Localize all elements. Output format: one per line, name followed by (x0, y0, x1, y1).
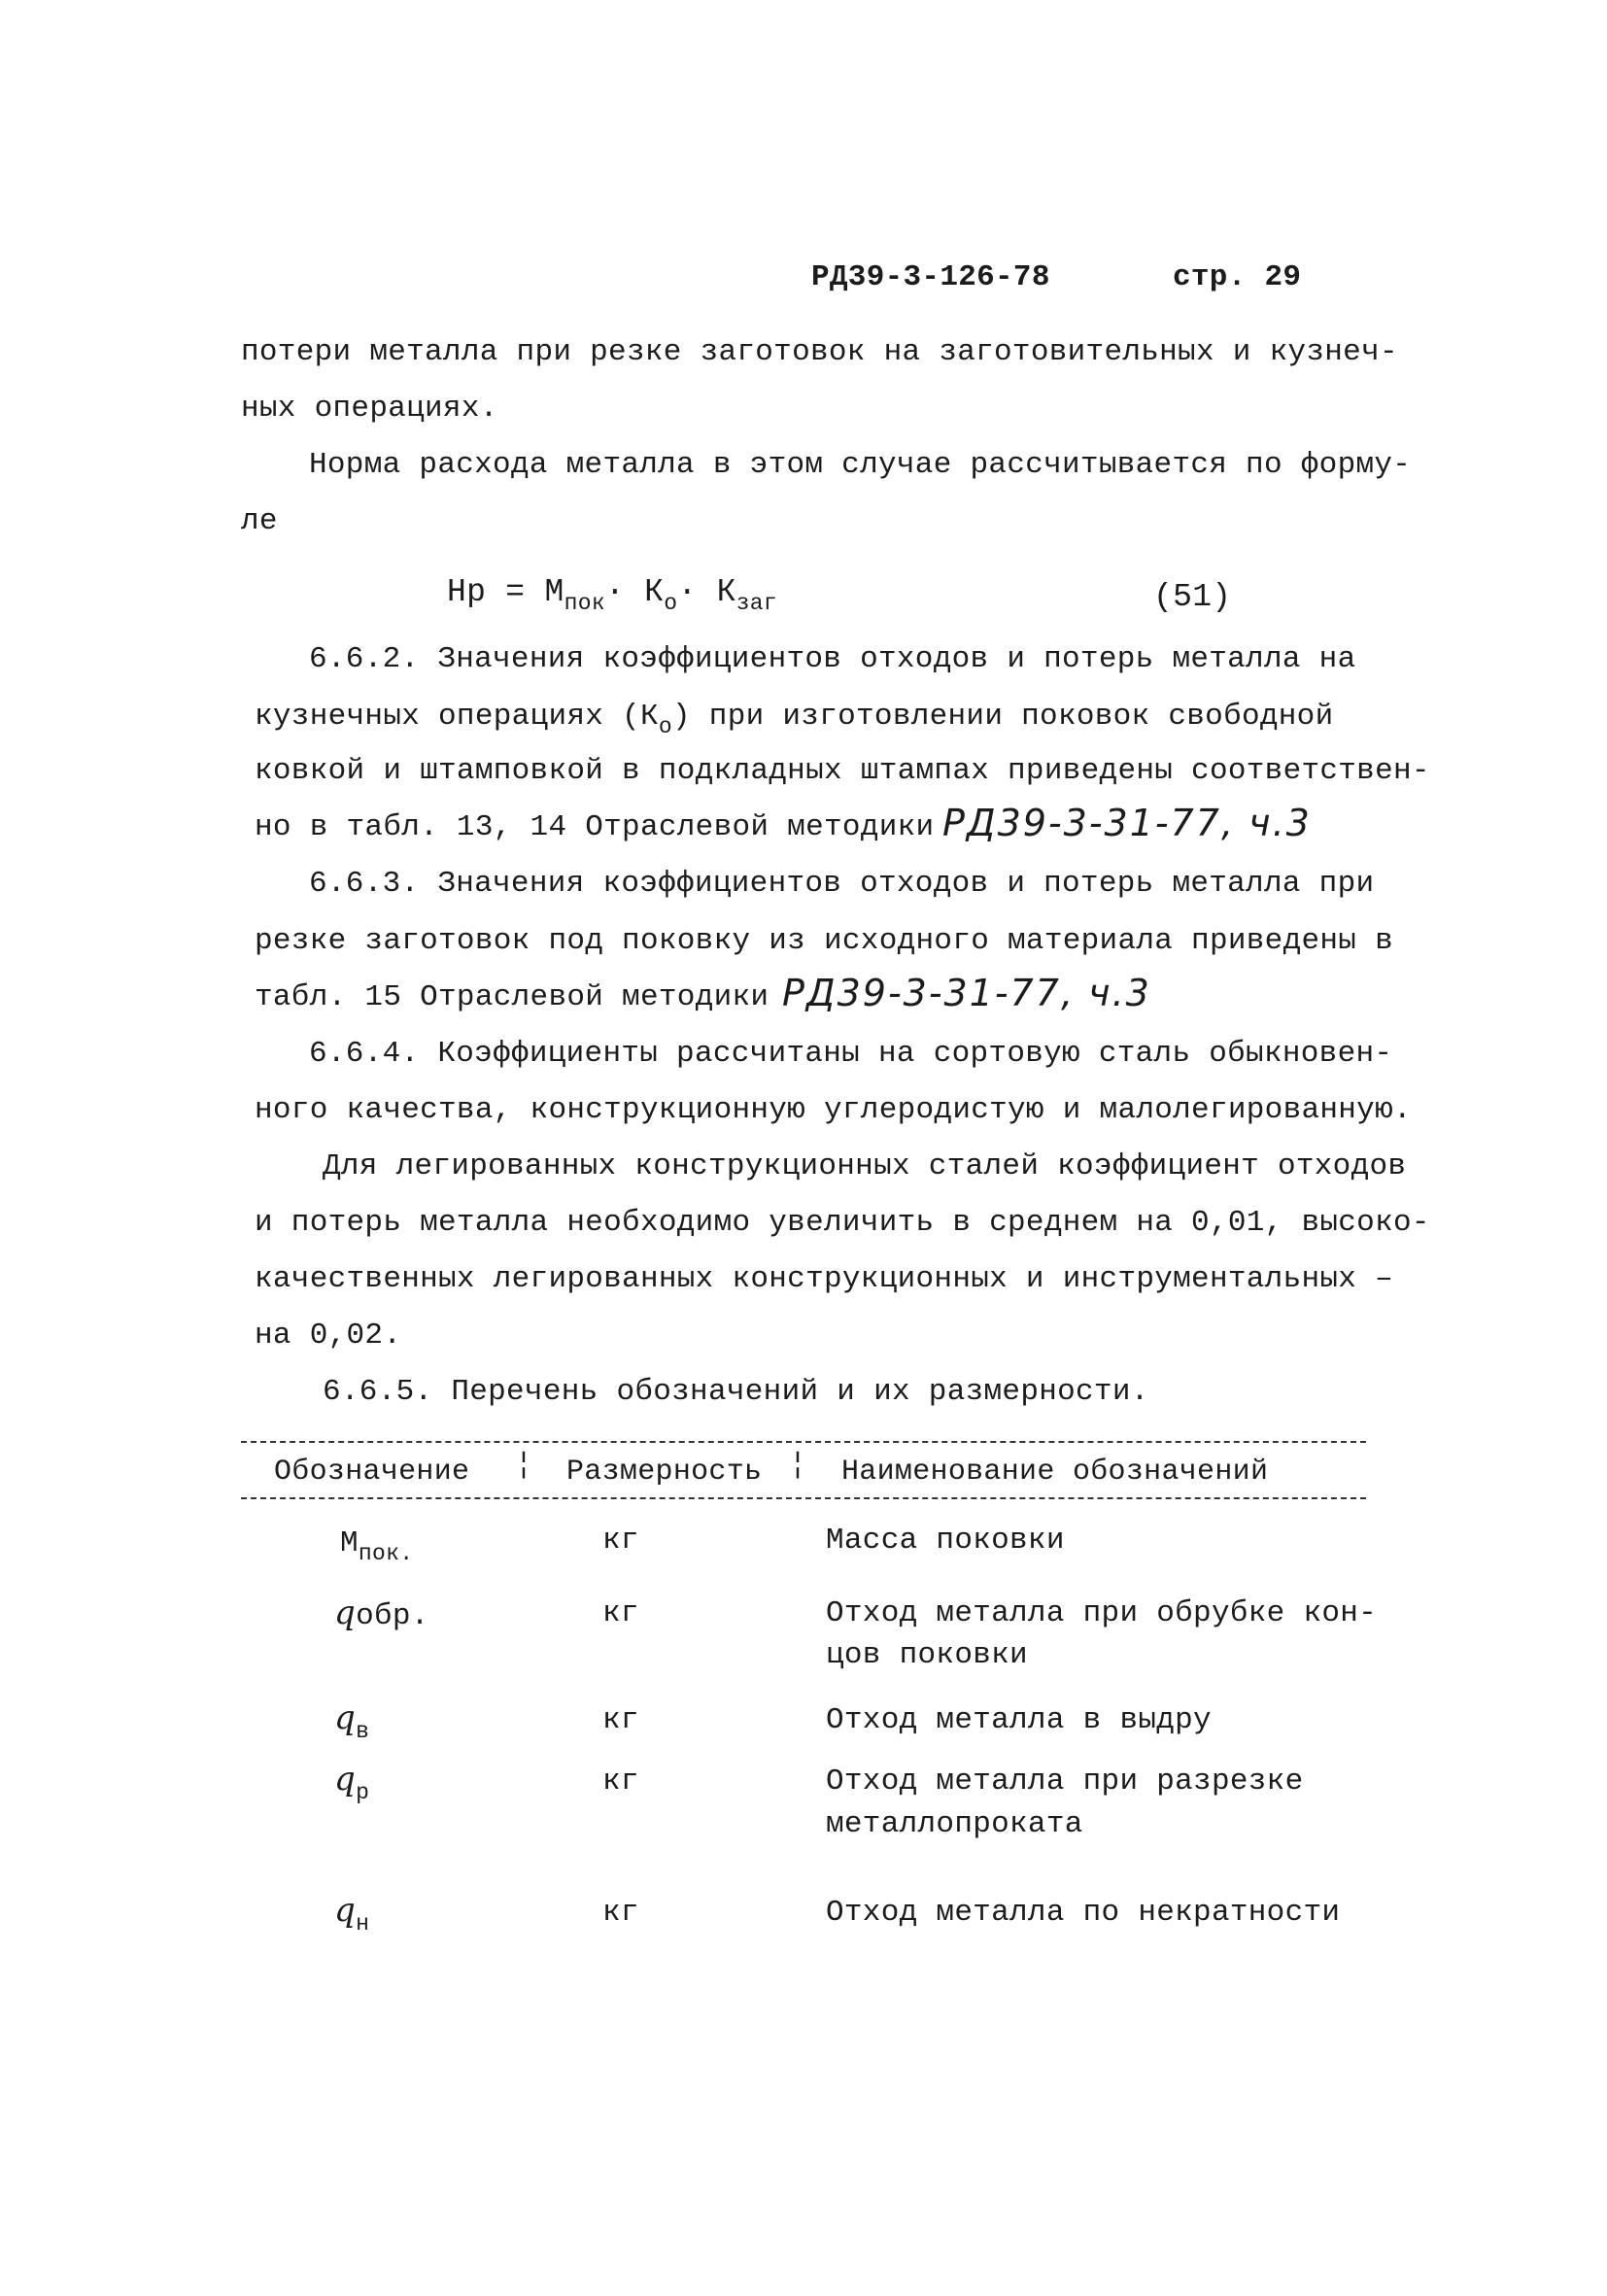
table-row-3-symbol: $q_в$ (334, 1698, 370, 1744)
table-row-4-symbol: $q_р$ (334, 1760, 370, 1805)
table-header-divider-2: ¦ (789, 1449, 807, 1482)
intro-line-1: потери металла при резке заготовок на заготовительных и кузнеч- (241, 335, 1398, 369)
p663-line-3: табл. 15 Отраслевой методики (255, 980, 769, 1014)
p663-line-2: резке заготовок под поковку из исходного материала приведены в (255, 924, 1393, 958)
norm-line-2: ле (241, 504, 278, 538)
alloy-line-4: на 0,02. (255, 1319, 402, 1353)
table-header-symbol: Обозначение (274, 1456, 470, 1489)
table-row-2-name-line-1: Отход металла при обрубке кон- (826, 1596, 1378, 1630)
p664-line-1: 6.6.4. Коэффициенты рассчитаны на сортовую сталь обыкновен- (309, 1037, 1393, 1071)
formula-number: (51) (1153, 579, 1232, 615)
table-row-2-name-line-2: цов поковки (826, 1638, 1028, 1672)
table-row-5-name: Отход металла по некратности (826, 1896, 1341, 1930)
p664-line-2: ного качества, конструкционную углеродистую и малолегированную. (255, 1093, 1412, 1127)
table-header-name: Наименование обозначений (841, 1456, 1269, 1489)
table-row-4-name-line-2: металлопроката (826, 1807, 1083, 1841)
p665-line-1: 6.6.5. Перечень обозначений и их размерности. (323, 1375, 1149, 1409)
table-row-3-name: Отход металла в выдру (826, 1703, 1212, 1737)
table-row-2-symbol: qобр. (334, 1593, 429, 1633)
table-row-5-symbol: $q_н$ (334, 1891, 370, 1936)
table-row-1-name: Масса поковки (826, 1524, 1065, 1558)
formula-m-sub: пок (564, 591, 605, 616)
p663-line-1: 6.6.3. Значения коэффициентов отходов и потерь металла при (309, 867, 1375, 901)
table-row-1-symbol: $М_{пок.}$ (340, 1526, 414, 1566)
formula-k0: К (644, 574, 665, 610)
alloy-line-2: и потерь металла необходимо увеличить в среднем на 0,01, высоко- (255, 1206, 1430, 1240)
table-header-unit: Размерность (566, 1456, 763, 1489)
norm-line-1: Норма расхода металла в этом случае рассчитывается по форму- (309, 448, 1412, 482)
table-row-5-unit: кг (602, 1896, 639, 1930)
table-top-rule (241, 1441, 1366, 1443)
table-row-3-unit: кг (602, 1703, 639, 1737)
table-header-divider-1: ¦ (515, 1449, 533, 1482)
p662-handwritten-ref: РД39-3-31-77, ч.3 (942, 802, 1312, 844)
p662-line-3: ковкой и штамповкой в подкладных штампах приведены соответствен- (255, 754, 1430, 788)
formula-kz-sub: заг (735, 591, 778, 616)
p662-line-2: кузнечных операциях $(К_о)$ при изготовлении поковок свободной (255, 700, 1334, 739)
table-row-4-unit: кг (602, 1765, 639, 1799)
formula-lhs: Нр = М (447, 574, 564, 610)
page-number: стр. 29 (1173, 260, 1302, 294)
alloy-line-3: качественных легированных конструкционных и инструментальных – (255, 1262, 1393, 1296)
doc-code: РД39-3-126-78 (811, 260, 1050, 294)
table-row-4-name-line-1: Отход металла при разрезке (826, 1765, 1304, 1799)
formula-k0-sub: о (664, 591, 678, 616)
formula: Нр = $М_{пок}\cdot К_о\cdot К_{заг}$ (447, 574, 778, 616)
formula-kz: К (716, 574, 736, 610)
intro-line-2: ных операциях. (241, 392, 498, 426)
table-row-2-unit: кг (602, 1596, 639, 1630)
p662-line-1: 6.6.2. Значения коэффициентов отходов и потерь металла на (309, 642, 1356, 676)
p662-line-4: но в табл. 13, 14 Отраслевой методики (255, 810, 935, 844)
table-header-rule (241, 1497, 1366, 1499)
p663-handwritten-ref: РД39-3-31-77, ч.3 (782, 972, 1151, 1014)
table-row-1-unit: кг (602, 1524, 639, 1558)
alloy-line-1: Для легированных конструкционных сталей коэффициент отходов (323, 1149, 1407, 1183)
